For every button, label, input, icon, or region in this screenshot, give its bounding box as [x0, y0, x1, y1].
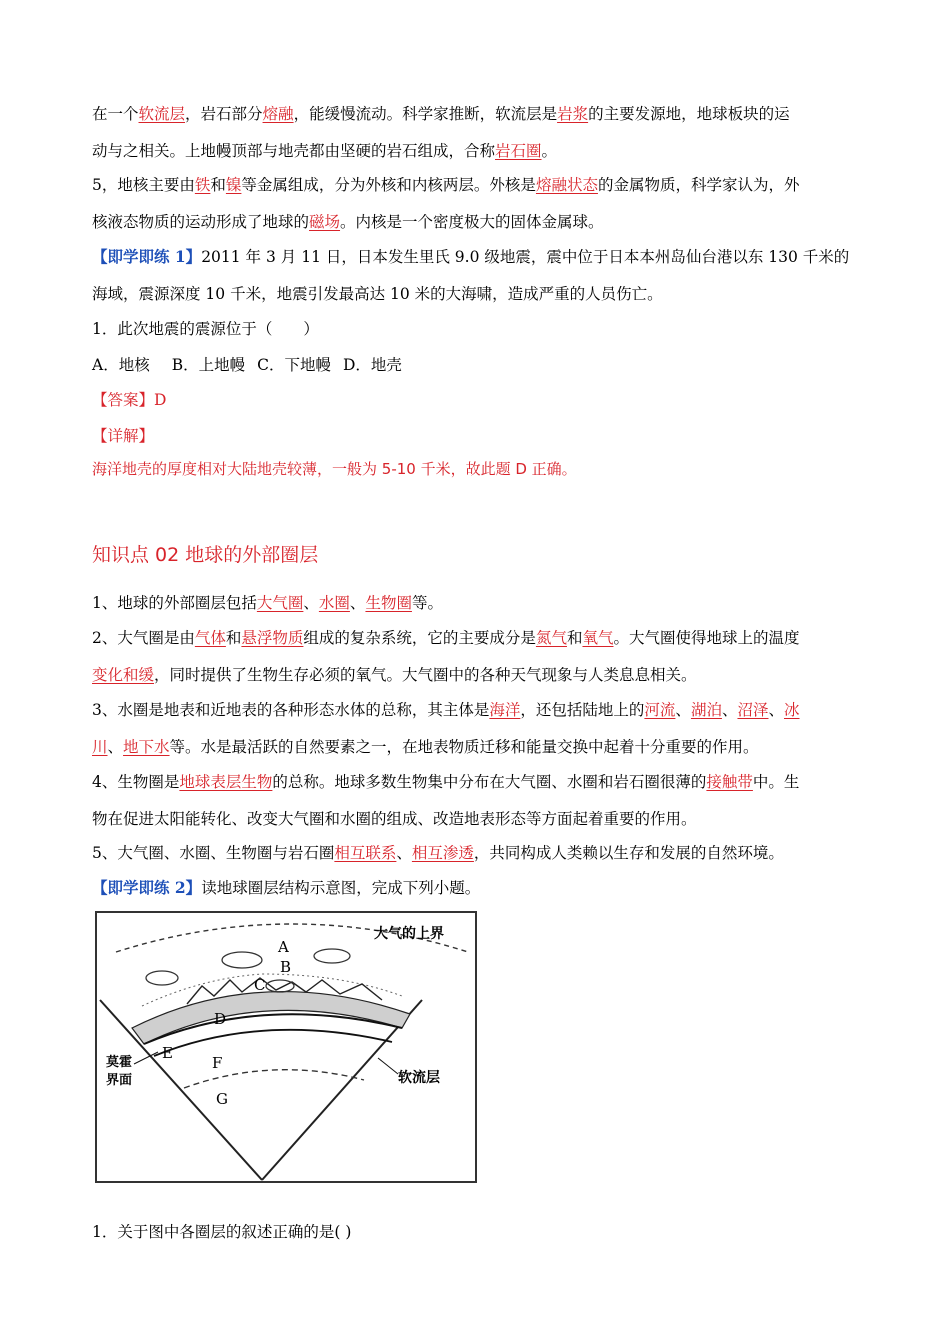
section-heading: 知识点 02 地球的外部圈层 — [92, 544, 319, 566]
keyword-river: 河流 — [644, 701, 676, 719]
keyword-oxygen: 氧气 — [582, 629, 614, 647]
option-a: A．地核 — [92, 356, 150, 374]
text: 等。水是最活跃的自然要素之一，在地表物质迁移和能量交换中起着十分重要的作用。 — [169, 738, 759, 756]
text: ，共同构成人类赖以生存和发展的自然环境。 — [473, 844, 784, 862]
text: 4、生物圈是 — [92, 773, 180, 791]
keyword-swamp: 沼泽 — [737, 701, 769, 719]
keyword-hydrosphere: 水圈 — [318, 594, 350, 612]
text: 、 — [768, 701, 784, 719]
paragraph-asthenosphere-line2 — [92, 141, 557, 161]
text: 组成的复杂系统，它的主要成分是 — [303, 629, 536, 647]
practice1-options — [92, 355, 402, 375]
keyword-molten-state: 熔融状态 — [535, 176, 598, 194]
keyword-magnetic-field: 磁场 — [309, 213, 341, 231]
keyword-asthenosphere: 软流层 — [138, 105, 186, 123]
label-e: E — [162, 1044, 173, 1062]
text: 1、地球的外部圈层包括 — [92, 594, 257, 612]
text: ，同时提供了生物生存必须的氧气。大气圈中的各种天气现象与人类息息相关。 — [154, 666, 697, 684]
text: 、 — [349, 594, 366, 612]
keyword-ocean: 海洋 — [489, 701, 521, 719]
keyword-glacier-part2: 川 — [92, 738, 108, 756]
keyword-interpenetrating: 相互渗透 — [411, 844, 474, 862]
detail — [92, 459, 577, 479]
paragraph-asthenosphere-line1 — [92, 104, 790, 124]
keyword-surface-organisms: 地球表层生物 — [179, 773, 273, 791]
detail-text: 海洋地壳的厚度相对大陆地壳较薄，一般为 5-10 千米，故此题 D 正确。 — [92, 460, 577, 478]
text: 海域，震源深度 10 千米，地震引发最高达 10 米的大海啸，造成严重的人员伤亡。 — [92, 285, 663, 303]
text: 5、大气圈、水圈、生物圈与岩石圈 — [92, 844, 335, 862]
keyword-nitrogen: 氮气 — [535, 629, 567, 647]
text: 5，地核主要由 — [92, 176, 195, 194]
text: 2、大气圈是由 — [92, 629, 195, 647]
text: ，还包括陆地上的 — [520, 701, 645, 719]
text: 读地球圈层结构示意图，完成下列小题。 — [201, 879, 481, 897]
label-a: A — [278, 938, 289, 956]
label-atmosphere-top: 大气的上界 — [374, 926, 444, 942]
practice-tag: 【即学即练 2】 — [92, 878, 202, 897]
label-asthenosphere: 软流层 — [398, 1070, 440, 1086]
text: 在一个 — [92, 105, 139, 123]
section2-item4-line2 — [92, 809, 697, 829]
earth-spheres-diagram — [92, 908, 482, 1188]
keyword-lake: 湖泊 — [690, 701, 722, 719]
practice2-question — [92, 1222, 351, 1242]
keyword-magma: 岩浆 — [557, 105, 589, 123]
keyword-nickel: 镍 — [225, 176, 242, 194]
text: 2011 年 3 月 11 日，日本发生里氏 9.0 级地震，震中位于日本本州岛仙台港以东 130 千米的 — [201, 248, 850, 266]
keyword-melting: 熔融 — [262, 105, 294, 123]
practice1-line1 — [92, 247, 849, 267]
keyword-atmosphere: 大气圈 — [256, 594, 304, 612]
keyword-lithosphere: 岩石圈 — [495, 142, 542, 160]
text: 的金属物质，科学家认为，外 — [597, 176, 800, 194]
text: 的主要发源地，地球板块的运 — [588, 105, 790, 123]
answer-text: 【答案】D — [92, 391, 167, 409]
keyword-moderate-change: 变化和缓 — [92, 666, 155, 684]
text: 、 — [675, 701, 691, 719]
detail-label: 【详解】 — [92, 427, 155, 445]
answer — [92, 390, 166, 410]
section2-item1 — [92, 593, 443, 613]
text: 3、水圈是地表和近地表的各种形态水体的总称，其主体是 — [92, 701, 490, 719]
text: 、 — [107, 738, 124, 756]
text: 和 — [225, 629, 242, 647]
practice-tag: 【即学即练 1】 — [92, 247, 202, 266]
detail-tag — [92, 426, 154, 446]
keyword-glacier-part1: 冰 — [784, 701, 800, 719]
keyword-groundwater: 地下水 — [123, 738, 170, 756]
label-d: D — [214, 1010, 227, 1028]
paragraph-core-line2 — [92, 212, 604, 232]
text: 、 — [303, 594, 319, 612]
keyword-gas: 气体 — [194, 629, 226, 647]
text: ，岩石部分 — [185, 105, 263, 123]
section2-item3-line1 — [92, 700, 800, 720]
diagram-svg — [92, 908, 482, 1188]
practice1-question — [92, 319, 319, 339]
paragraph-core-line1 — [92, 175, 799, 195]
keyword-contact-zone: 接触带 — [706, 773, 753, 791]
option-d: D．地壳 — [342, 356, 402, 374]
section2-item3-line2 — [92, 737, 759, 757]
question-text: 1．关于图中各圈层的叙述正确的是( ) — [92, 1223, 352, 1241]
question-text: 1．此次地震的震源位于（ ） — [92, 320, 319, 338]
option-c: C．下地幔 — [257, 356, 331, 374]
text: 物在促进太阳能转化、改变大气圈和水圈的组成、改造地表形态等方面起着重要的作用。 — [92, 810, 697, 828]
text: 动与之相关。上地幔顶部与地壳都由坚硬的岩石组成，合称 — [92, 142, 496, 160]
option-b: B．上地幔 — [171, 356, 246, 374]
section2-item4-line1 — [92, 772, 799, 792]
text: 。内核是一个密度极大的固体金属球。 — [340, 213, 604, 231]
label-b: B — [280, 958, 292, 976]
text: 中。生 — [752, 773, 800, 791]
text: 的总称。地球多数生物集中分布在大气圈、水圈和岩石圈很薄的 — [272, 773, 707, 791]
text: 等金属组成，分为外核和内核两层。外核是 — [241, 176, 536, 194]
practice1-line2 — [92, 284, 663, 304]
practice2-intro — [92, 878, 480, 898]
text: 核液态物质的运动形成了地球的 — [92, 213, 310, 231]
label-g: G — [216, 1090, 228, 1108]
keyword-iron: 铁 — [194, 176, 211, 194]
keyword-interconnected: 相互联系 — [334, 844, 397, 862]
section2-item2-line1 — [92, 628, 800, 648]
text: 、 — [721, 701, 738, 719]
text: 、 — [396, 844, 412, 862]
text: 和 — [210, 176, 226, 194]
label-moho-2: 界面 — [106, 1073, 133, 1088]
label-moho-1: 莫霍 — [106, 1055, 133, 1070]
text: 。 — [541, 142, 558, 160]
section2-item5 — [92, 843, 784, 863]
section2-item2-line2 — [92, 665, 697, 685]
label-c: C — [254, 976, 266, 994]
label-f: F — [212, 1054, 223, 1072]
text: 等。 — [411, 594, 443, 612]
keyword-biosphere: 生物圈 — [365, 594, 412, 612]
keyword-suspended-matter: 悬浮物质 — [241, 629, 304, 647]
text: 和 — [566, 629, 583, 647]
text: ，能缓慢流动。科学家推断，软流层是 — [293, 105, 558, 123]
text: 。大气圈使得地球上的温度 — [613, 629, 800, 647]
